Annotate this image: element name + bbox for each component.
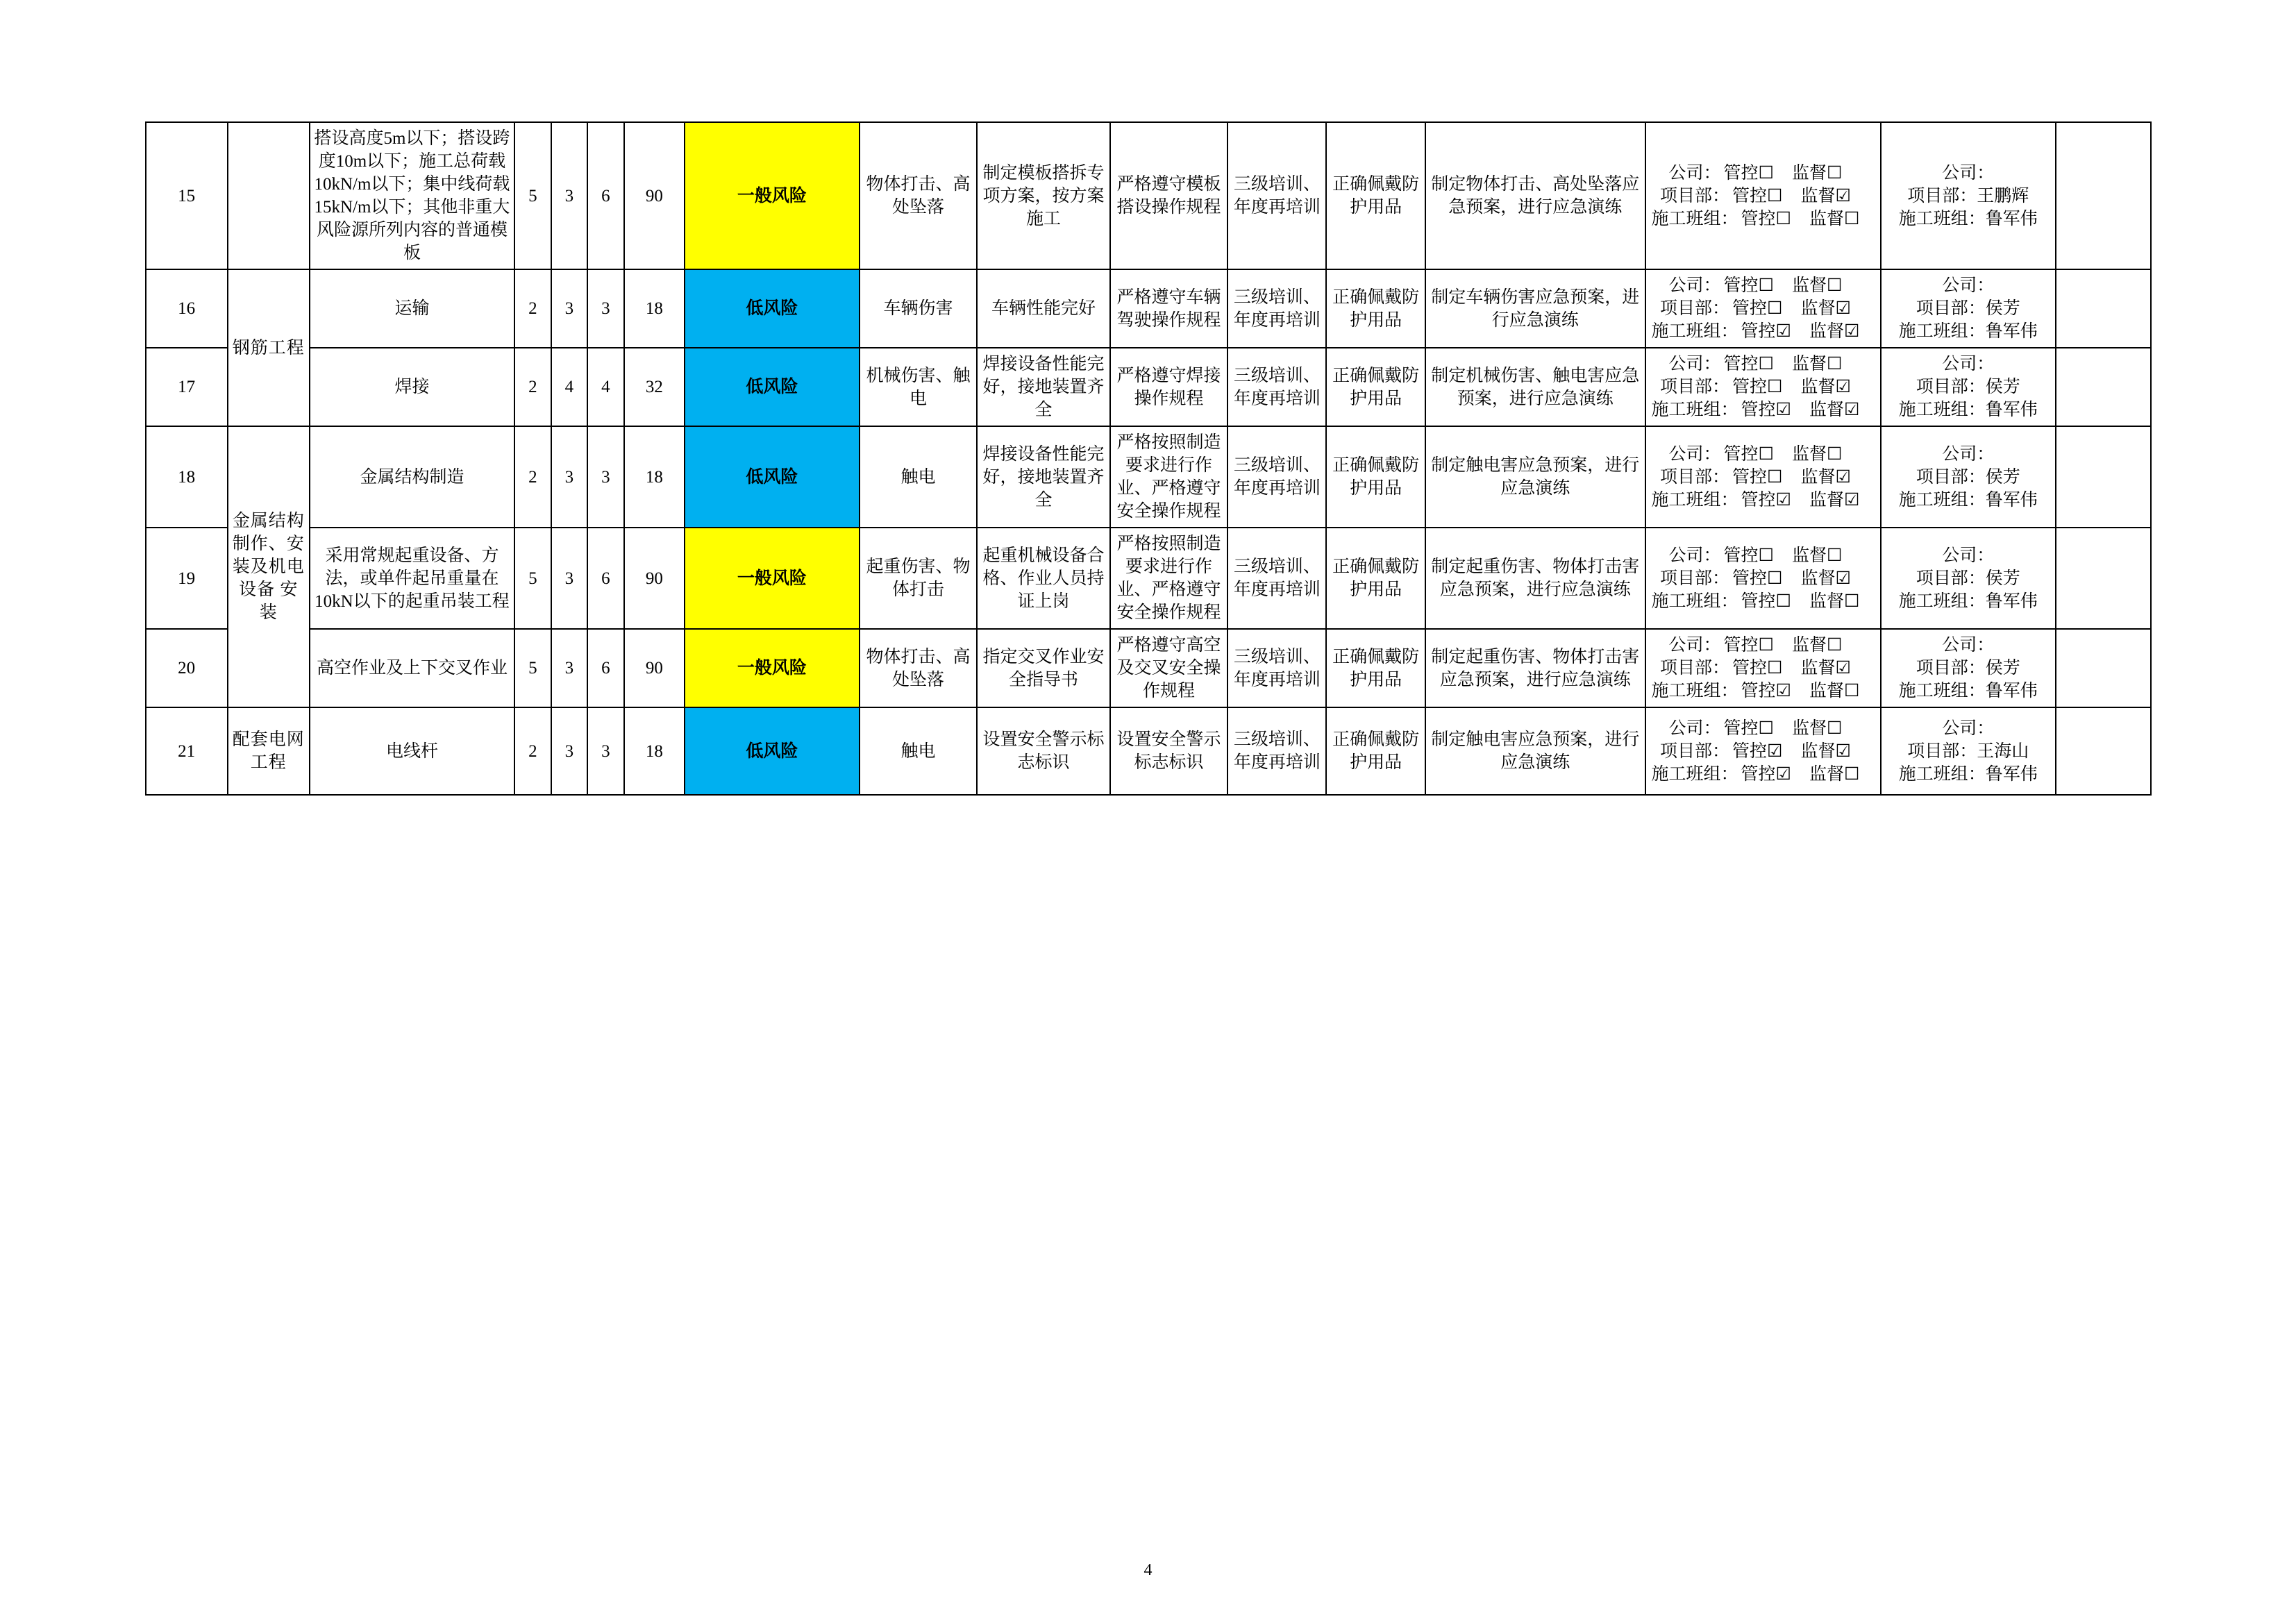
control-level-label: 公司： bbox=[1668, 718, 1721, 738]
technical-measure-cell: 制定模板搭拆专项方案，按方案施工 bbox=[977, 122, 1109, 269]
remark-cell bbox=[2056, 348, 2151, 426]
control-checkbox[interactable]: 管控☐ bbox=[1732, 186, 1783, 205]
c-value-cell: 6 bbox=[587, 629, 624, 707]
management-measure-cell: 严格按照制造要求进行作业、严格遵守安全操作规程 bbox=[1110, 528, 1228, 629]
control-level-label: 公司： bbox=[1668, 163, 1721, 183]
c-value-cell: 3 bbox=[587, 426, 624, 528]
control-checkbox[interactable]: 管控☑ bbox=[1741, 322, 1791, 341]
supervise-checkbox[interactable]: 监督☐ bbox=[1809, 764, 1860, 784]
supervise-checkbox[interactable]: 监督☑ bbox=[1809, 322, 1860, 341]
control-checkbox[interactable]: 管控☐ bbox=[1723, 276, 1774, 295]
control-level-cell bbox=[1645, 122, 1881, 269]
supervise-checkbox[interactable]: 监督☐ bbox=[1791, 636, 1843, 655]
control-level-row bbox=[1649, 320, 1877, 343]
control-level-row bbox=[1649, 544, 1877, 567]
training-measure-cell: 三级培训、年度再培训 bbox=[1227, 629, 1326, 707]
category-label: 钢筋工程 bbox=[232, 338, 305, 358]
control-level-label: 施工班组： bbox=[1651, 490, 1738, 510]
row-index-cell: 18 bbox=[146, 426, 228, 528]
control-checkbox[interactable]: 管控☐ bbox=[1741, 209, 1791, 228]
category-cell bbox=[228, 707, 310, 795]
control-level-row bbox=[1649, 274, 1877, 297]
responsible-person-cell bbox=[1881, 269, 2056, 348]
management-measure-cell: 严格按照制造要求进行作业、严格遵守安全操作规程 bbox=[1110, 426, 1228, 528]
control-level-label: 公司： bbox=[1668, 444, 1721, 464]
control-level-cell bbox=[1645, 629, 1881, 707]
activity-cell: 采用常规起重设备、方法，或单件起吊重量在10kN以下的起重吊装工程 bbox=[310, 528, 514, 629]
hazard-cell: 机械伤害、触电 bbox=[860, 348, 978, 426]
training-measure-cell: 三级培训、年度再培训 bbox=[1227, 707, 1326, 795]
emergency-measure-cell: 制定车辆伤害应急预案，进行应急演练 bbox=[1425, 269, 1645, 348]
c-value-cell: 6 bbox=[587, 528, 624, 629]
c-value-cell: 6 bbox=[587, 122, 624, 269]
supervise-checkbox[interactable]: 监督☑ bbox=[1800, 659, 1851, 678]
emergency-measure-cell: 制定机械伤害、触电害应急预案，进行应急演练 bbox=[1425, 348, 1645, 426]
activity-cell: 电线杆 bbox=[310, 707, 514, 795]
responsible-line: 公司： bbox=[1942, 546, 1995, 565]
technical-measure-cell: 焊接设备性能完好，接地装置齐全 bbox=[977, 348, 1109, 426]
hazard-cell: 物体打击、高处坠落 bbox=[860, 122, 978, 269]
responsible-person-cell bbox=[1881, 707, 2056, 795]
supervise-checkbox[interactable]: 监督☐ bbox=[1791, 276, 1843, 295]
control-level-row bbox=[1649, 489, 1877, 512]
responsible-person-cell bbox=[1881, 629, 2056, 707]
control-level-row bbox=[1649, 208, 1877, 230]
control-level-label: 公司： bbox=[1668, 546, 1721, 565]
row-index-cell: 19 bbox=[146, 528, 228, 629]
risk-level-cell: 低风险 bbox=[685, 269, 860, 348]
responsible-line: 施工班组：鲁军伟 bbox=[1898, 209, 2038, 228]
supervise-checkbox[interactable]: 监督☐ bbox=[1809, 591, 1860, 611]
risk-table-body bbox=[146, 122, 2151, 795]
category-label: 配套电网工程 bbox=[232, 730, 305, 772]
d-value-cell: 90 bbox=[624, 629, 685, 707]
responsible-line: 施工班组：鲁军伟 bbox=[1898, 682, 2038, 700]
control-level-row bbox=[1649, 443, 1877, 466]
control-level-row bbox=[1649, 376, 1877, 398]
category-cell bbox=[228, 269, 310, 426]
control-level-cell bbox=[1645, 269, 1881, 348]
e-value-cell: 3 bbox=[551, 707, 588, 795]
control-level-label: 项目部： bbox=[1660, 569, 1730, 588]
responsible-line: 施工班组：鲁军伟 bbox=[1898, 322, 2038, 341]
supervise-checkbox[interactable]: 监督☐ bbox=[1809, 209, 1860, 228]
control-level-label: 公司： bbox=[1668, 355, 1721, 373]
ppe-measure-cell: 正确佩戴防护用品 bbox=[1326, 122, 1425, 269]
supervise-checkbox[interactable]: 监督☐ bbox=[1791, 163, 1843, 183]
remark-cell bbox=[2056, 528, 2151, 629]
l-value-cell: 2 bbox=[514, 348, 551, 426]
training-measure-cell: 三级培训、年度再培训 bbox=[1227, 426, 1326, 528]
management-measure-cell: 设置安全警示标志标识 bbox=[1110, 707, 1228, 795]
management-measure-cell: 严格遵守高空及交叉安全操作规程 bbox=[1110, 629, 1228, 707]
supervise-checkbox[interactable]: 监督☑ bbox=[1800, 467, 1851, 487]
control-level-row bbox=[1649, 398, 1877, 421]
responsible-line: 施工班组：鲁军伟 bbox=[1898, 401, 2038, 419]
control-level-row bbox=[1649, 763, 1877, 786]
control-checkbox[interactable]: 管控☐ bbox=[1732, 659, 1783, 678]
emergency-measure-cell: 制定物体打击、高处坠落应急预案，进行应急演练 bbox=[1425, 122, 1645, 269]
responsible-person-cell bbox=[1881, 426, 2056, 528]
management-measure-cell: 严格遵守车辆驾驶操作规程 bbox=[1110, 269, 1228, 348]
d-value-cell: 18 bbox=[624, 269, 685, 348]
row-index-cell: 21 bbox=[146, 707, 228, 795]
control-level-label: 施工班组： bbox=[1651, 322, 1738, 341]
l-value-cell: 2 bbox=[514, 707, 551, 795]
row-index-cell: 20 bbox=[146, 629, 228, 707]
category-cell bbox=[228, 122, 310, 269]
training-measure-cell: 三级培训、年度再培训 bbox=[1227, 269, 1326, 348]
control-level-cell bbox=[1645, 528, 1881, 629]
control-level-label: 项目部： bbox=[1660, 467, 1730, 487]
emergency-measure-cell: 制定起重伤害、物体打击害应急预案，进行应急演练 bbox=[1425, 528, 1645, 629]
control-level-cell bbox=[1645, 707, 1881, 795]
supervise-checkbox[interactable]: 监督☑ bbox=[1809, 401, 1860, 419]
risk-level-cell: 一般风险 bbox=[685, 629, 860, 707]
e-value-cell: 4 bbox=[551, 348, 588, 426]
risk-assessment-table bbox=[145, 121, 2152, 796]
remark-cell bbox=[2056, 426, 2151, 528]
control-checkbox[interactable]: 管控☐ bbox=[1732, 569, 1783, 588]
risk-level-cell: 低风险 bbox=[685, 426, 860, 528]
control-checkbox[interactable]: 管控☑ bbox=[1741, 682, 1791, 700]
d-value-cell: 18 bbox=[624, 707, 685, 795]
control-checkbox[interactable]: 管控☐ bbox=[1732, 378, 1783, 396]
remark-cell bbox=[2056, 122, 2151, 269]
control-level-label: 项目部： bbox=[1660, 186, 1730, 205]
control-checkbox[interactable]: 管控☐ bbox=[1723, 546, 1774, 565]
table-row bbox=[146, 122, 2151, 269]
control-level-row bbox=[1649, 657, 1877, 680]
control-level-label: 公司： bbox=[1668, 276, 1721, 295]
table-row bbox=[146, 528, 2151, 629]
c-value-cell: 3 bbox=[587, 269, 624, 348]
responsible-line: 公司： bbox=[1942, 276, 1995, 295]
ppe-measure-cell: 正确佩戴防护用品 bbox=[1326, 528, 1425, 629]
responsible-line: 项目部：侯芳 bbox=[1916, 299, 2020, 318]
e-value-cell: 3 bbox=[551, 629, 588, 707]
ppe-measure-cell: 正确佩戴防护用品 bbox=[1326, 348, 1425, 426]
category-cell bbox=[228, 426, 310, 707]
training-measure-cell: 三级培训、年度再培训 bbox=[1227, 348, 1326, 426]
ppe-measure-cell: 正确佩戴防护用品 bbox=[1326, 269, 1425, 348]
technical-measure-cell: 指定交叉作业安全指导书 bbox=[977, 629, 1109, 707]
activity-cell: 焊接 bbox=[310, 348, 514, 426]
technical-measure-cell: 起重机械设备合格、作业人员持证上岗 bbox=[977, 528, 1109, 629]
responsible-person-cell bbox=[1881, 528, 2056, 629]
table-row bbox=[146, 269, 2151, 348]
control-checkbox[interactable]: 管控☐ bbox=[1723, 718, 1774, 738]
hazard-cell: 触电 bbox=[860, 707, 978, 795]
responsible-line: 项目部：侯芳 bbox=[1916, 467, 2020, 487]
training-measure-cell: 三级培训、年度再培训 bbox=[1227, 122, 1326, 269]
l-value-cell: 5 bbox=[514, 629, 551, 707]
ppe-measure-cell: 正确佩戴防护用品 bbox=[1326, 629, 1425, 707]
responsible-person-cell bbox=[1881, 348, 2056, 426]
d-value-cell: 18 bbox=[624, 426, 685, 528]
responsible-line: 项目部：侯芳 bbox=[1916, 378, 2020, 396]
responsible-line: 项目部：王鹏辉 bbox=[1907, 186, 2029, 205]
control-level-row bbox=[1649, 680, 1877, 703]
hazard-cell: 触电 bbox=[860, 426, 978, 528]
management-measure-cell: 严格遵守模板搭设操作规程 bbox=[1110, 122, 1228, 269]
supervise-checkbox[interactable]: 监督☐ bbox=[1791, 444, 1843, 464]
management-measure-cell: 严格遵守焊接操作规程 bbox=[1110, 348, 1228, 426]
l-value-cell: 5 bbox=[514, 122, 551, 269]
hazard-cell: 起重伤害、物体打击 bbox=[860, 528, 978, 629]
emergency-measure-cell: 制定触电害应急预案，进行应急演练 bbox=[1425, 707, 1645, 795]
technical-measure-cell: 车辆性能完好 bbox=[977, 269, 1109, 348]
row-index-cell: 17 bbox=[146, 348, 228, 426]
control-level-row bbox=[1649, 185, 1877, 208]
control-level-cell bbox=[1645, 348, 1881, 426]
ppe-measure-cell: 正确佩戴防护用品 bbox=[1326, 426, 1425, 528]
responsible-line: 施工班组：鲁军伟 bbox=[1898, 490, 2038, 510]
control-level-cell bbox=[1645, 426, 1881, 528]
control-level-row bbox=[1649, 466, 1877, 489]
technical-measure-cell: 设置安全警示标志标识 bbox=[977, 707, 1109, 795]
table-row bbox=[146, 426, 2151, 528]
responsible-person-cell bbox=[1881, 122, 2056, 269]
control-checkbox[interactable]: 管控☐ bbox=[1723, 636, 1774, 655]
control-level-label: 施工班组： bbox=[1651, 591, 1738, 611]
control-checkbox[interactable]: 管控☑ bbox=[1741, 490, 1791, 510]
control-level-label: 项目部： bbox=[1660, 378, 1730, 396]
supervise-checkbox[interactable]: 监督☑ bbox=[1800, 569, 1851, 588]
c-value-cell: 4 bbox=[587, 348, 624, 426]
supervise-checkbox[interactable]: 监督☐ bbox=[1809, 682, 1860, 700]
emergency-measure-cell: 制定起重伤害、物体打击害应急预案，进行应急演练 bbox=[1425, 629, 1645, 707]
control-level-row bbox=[1649, 567, 1877, 590]
risk-level-cell: 一般风险 bbox=[685, 122, 860, 269]
responsible-line: 项目部：侯芳 bbox=[1916, 659, 2020, 678]
activity-cell: 金属结构制造 bbox=[310, 426, 514, 528]
training-measure-cell: 三级培训、年度再培训 bbox=[1227, 528, 1326, 629]
category-label: 金属结构制作、安装及机电设备 安装 bbox=[232, 512, 305, 622]
e-value-cell: 3 bbox=[551, 269, 588, 348]
control-level-label: 公司： bbox=[1668, 636, 1721, 655]
technical-measure-cell: 焊接设备性能完好，接地装置齐全 bbox=[977, 426, 1109, 528]
supervise-checkbox[interactable]: 监督☐ bbox=[1791, 718, 1843, 738]
control-level-row bbox=[1649, 634, 1877, 657]
responsible-line: 项目部：侯芳 bbox=[1916, 569, 2020, 588]
d-value-cell: 32 bbox=[624, 348, 685, 426]
e-value-cell: 3 bbox=[551, 426, 588, 528]
remark-cell bbox=[2056, 629, 2151, 707]
control-checkbox[interactable]: 管控☑ bbox=[1741, 401, 1791, 419]
control-level-label: 施工班组： bbox=[1651, 682, 1738, 700]
responsible-line: 公司： bbox=[1942, 355, 1995, 373]
control-level-label: 项目部： bbox=[1660, 299, 1730, 318]
control-checkbox[interactable]: 管控☐ bbox=[1732, 467, 1783, 487]
table-row bbox=[146, 629, 2151, 707]
activity-cell: 搭设高度5m以下；搭设跨度10m以下；施工总荷载10kN/m以下；集中线荷载15kN/m以下；其他非重大风险源所列内容的普通模板 bbox=[310, 122, 514, 269]
supervise-checkbox[interactable]: 监督☐ bbox=[1791, 546, 1843, 565]
control-checkbox[interactable]: 管控☐ bbox=[1723, 163, 1774, 183]
l-value-cell: 2 bbox=[514, 426, 551, 528]
c-value-cell: 3 bbox=[587, 707, 624, 795]
table-row bbox=[146, 707, 2151, 795]
l-value-cell: 2 bbox=[514, 269, 551, 348]
e-value-cell: 3 bbox=[551, 122, 588, 269]
risk-level-cell: 低风险 bbox=[685, 707, 860, 795]
responsible-line: 施工班组：鲁军伟 bbox=[1898, 764, 2038, 784]
responsible-line: 项目部：王海山 bbox=[1907, 741, 2029, 761]
control-checkbox[interactable]: 管控☐ bbox=[1732, 299, 1783, 318]
e-value-cell: 3 bbox=[551, 528, 588, 629]
control-checkbox[interactable]: 管控☐ bbox=[1723, 444, 1774, 464]
ppe-measure-cell: 正确佩戴防护用品 bbox=[1326, 707, 1425, 795]
hazard-cell: 车辆伤害 bbox=[860, 269, 978, 348]
responsible-line: 施工班组：鲁军伟 bbox=[1898, 591, 2038, 611]
responsible-line: 公司： bbox=[1942, 636, 1995, 655]
page-number: 4 bbox=[1143, 1561, 1153, 1579]
remark-cell bbox=[2056, 707, 2151, 795]
responsible-line: 公司： bbox=[1942, 163, 1995, 183]
supervise-checkbox[interactable]: 监督☐ bbox=[1791, 355, 1843, 373]
supervise-checkbox[interactable]: 监督☑ bbox=[1809, 490, 1860, 510]
risk-level-cell: 低风险 bbox=[685, 348, 860, 426]
hazard-cell: 物体打击、高处坠落 bbox=[860, 629, 978, 707]
control-level-label: 项目部： bbox=[1660, 659, 1730, 678]
risk-table-container bbox=[145, 121, 2152, 796]
d-value-cell: 90 bbox=[624, 528, 685, 629]
activity-cell: 运输 bbox=[310, 269, 514, 348]
control-level-row bbox=[1649, 162, 1877, 185]
responsible-line: 公司： bbox=[1942, 718, 1995, 738]
control-level-label: 施工班组： bbox=[1651, 401, 1738, 419]
supervise-checkbox[interactable]: 监督☑ bbox=[1800, 378, 1851, 396]
control-level-row bbox=[1649, 590, 1877, 613]
supervise-checkbox[interactable]: 监督☑ bbox=[1800, 741, 1851, 761]
control-level-row bbox=[1649, 297, 1877, 320]
table-row bbox=[146, 348, 2151, 426]
control-checkbox[interactable]: 管控☐ bbox=[1741, 591, 1791, 611]
emergency-measure-cell: 制定触电害应急预案，进行应急演练 bbox=[1425, 426, 1645, 528]
control-level-row bbox=[1649, 717, 1877, 740]
activity-cell: 高空作业及上下交叉作业 bbox=[310, 629, 514, 707]
row-index-cell: 16 bbox=[146, 269, 228, 348]
l-value-cell: 5 bbox=[514, 528, 551, 629]
control-level-label: 施工班组： bbox=[1651, 764, 1738, 784]
row-index-cell: 15 bbox=[146, 122, 228, 269]
responsible-line: 公司： bbox=[1942, 444, 1995, 464]
supervise-checkbox[interactable]: 监督☑ bbox=[1800, 186, 1851, 205]
d-value-cell: 90 bbox=[624, 122, 685, 269]
remark-cell bbox=[2056, 269, 2151, 348]
control-checkbox[interactable]: 管控☑ bbox=[1732, 741, 1783, 761]
control-checkbox[interactable]: 管控☐ bbox=[1723, 355, 1774, 373]
control-level-label: 项目部： bbox=[1660, 741, 1730, 761]
control-level-row bbox=[1649, 353, 1877, 376]
risk-level-cell: 一般风险 bbox=[685, 528, 860, 629]
supervise-checkbox[interactable]: 监督☑ bbox=[1800, 299, 1851, 318]
control-level-label: 施工班组： bbox=[1651, 209, 1738, 228]
control-level-row bbox=[1649, 740, 1877, 763]
control-checkbox[interactable]: 管控☑ bbox=[1741, 764, 1791, 784]
